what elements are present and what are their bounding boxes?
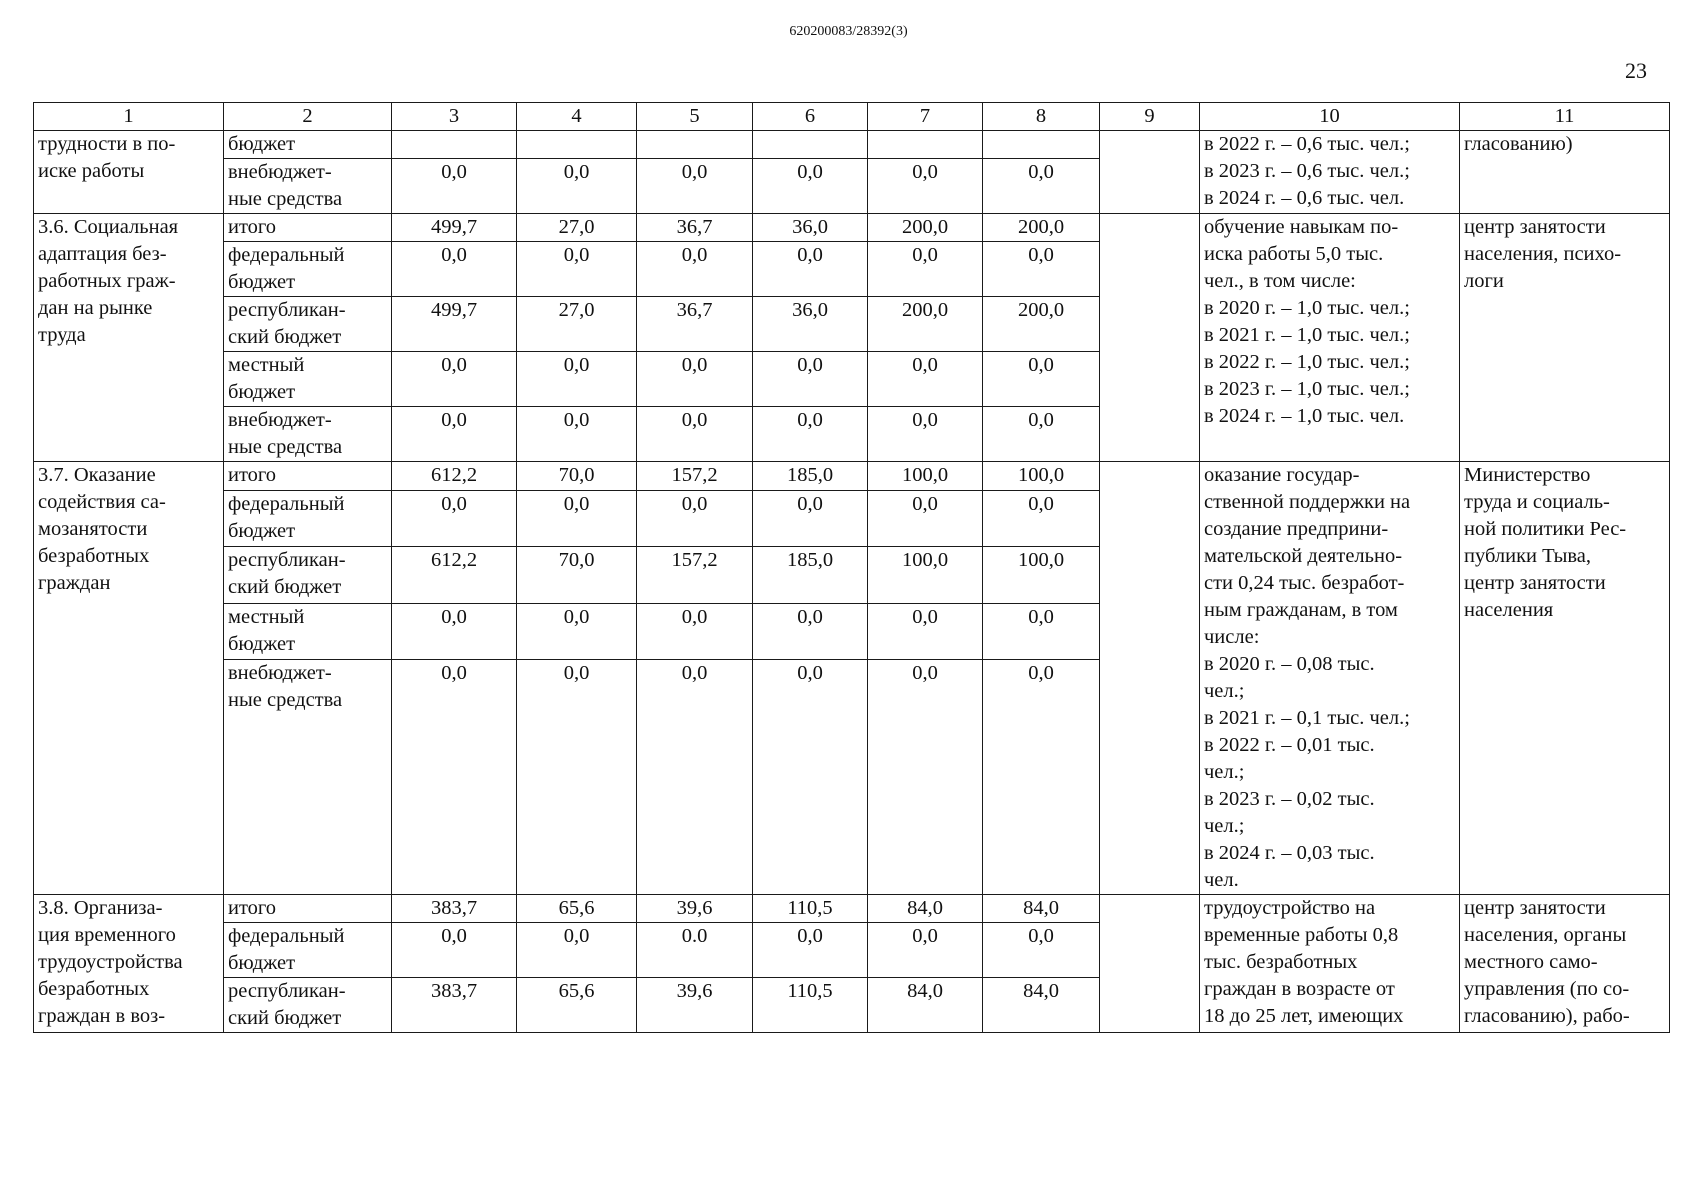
funding-source-cell xyxy=(224,297,392,352)
funding-value-cell: 36,7 xyxy=(637,214,753,242)
column-header: 7 xyxy=(868,103,983,131)
text-line: бюджет xyxy=(228,381,296,403)
funding-value-cell: 100,0 xyxy=(983,462,1100,491)
text-line: ной политики Рес- xyxy=(1464,518,1627,540)
text-line: в 2021 г. – 0,1 тыс. чел.; xyxy=(1204,707,1410,729)
text-line: в 2022 г. – 1,0 тыс. чел.; xyxy=(1204,351,1410,373)
text-line: временные работы 0,8 xyxy=(1204,924,1399,946)
funding-value-cell: 0,0 xyxy=(637,407,753,462)
funding-value-cell: 0,0 xyxy=(868,490,983,546)
text-line: населения xyxy=(1464,599,1554,621)
funding-value-cell: 0,0 xyxy=(753,352,868,407)
funding-value-cell: 0,0 xyxy=(517,603,637,659)
funding-value-cell: 0,0 xyxy=(517,923,637,978)
funding-value-cell: 612,2 xyxy=(392,462,517,491)
text-line: оказание государ- xyxy=(1204,464,1360,486)
funding-value-cell: 200,0 xyxy=(983,214,1100,242)
text-line: итого xyxy=(228,216,277,238)
funding-value-cell: 0,0 xyxy=(983,242,1100,297)
column-header: 2 xyxy=(224,103,392,131)
funding-value-cell: 0,0 xyxy=(983,603,1100,659)
text-line: тыс. безработных xyxy=(1204,951,1358,973)
funding-value-cell: 0,0 xyxy=(753,659,868,894)
funding-value-cell: 0,0 xyxy=(517,407,637,462)
document-id: 620200083/28392(3) xyxy=(789,24,908,39)
text-line: логи xyxy=(1464,270,1504,292)
text-line: граждан в воз- xyxy=(38,1005,166,1027)
funding-value-cell: 200,0 xyxy=(868,297,983,352)
text-line: центр занятости xyxy=(1464,572,1606,594)
funding-value-cell xyxy=(637,131,753,159)
text-line: ным гражданам, в том xyxy=(1204,599,1398,621)
funding-value-cell: 70,0 xyxy=(517,462,637,491)
table-row xyxy=(34,462,1670,491)
text-line: обучение навыкам по- xyxy=(1204,216,1399,238)
funding-value-cell: 0,0 xyxy=(392,407,517,462)
funding-value-cell: 0,0 xyxy=(517,352,637,407)
funding-value-cell xyxy=(868,131,983,159)
page-number: 23 xyxy=(1625,58,1647,83)
funding-value-cell: 0,0 xyxy=(983,490,1100,546)
funding-value-cell: 0,0 xyxy=(517,159,637,214)
text-line: граждан в возрасте от xyxy=(1204,978,1395,1000)
funding-value-cell: 110,5 xyxy=(753,978,868,1033)
expected-result-cell xyxy=(1200,462,1460,895)
funding-value-cell: 100,0 xyxy=(868,547,983,603)
text-line: бюджет xyxy=(228,133,296,155)
text-line: республикан- xyxy=(228,299,346,321)
expected-result-cell xyxy=(1200,895,1460,1033)
funding-value-cell: 0,0 xyxy=(637,490,753,546)
text-line: республикан- xyxy=(228,549,346,572)
funding-value-cell: 0,0 xyxy=(983,923,1100,978)
text-line: местного само- xyxy=(1464,951,1598,973)
funding-value-cell: 612,2 xyxy=(392,547,517,603)
funding-source-cell xyxy=(224,547,392,603)
text-line: безработных xyxy=(38,978,150,1000)
activity-name-cell xyxy=(34,895,224,1033)
executor-cell xyxy=(1460,895,1670,1033)
funding-value-cell: 70,0 xyxy=(517,547,637,603)
funding-value-cell: 65,6 xyxy=(517,978,637,1033)
funding-value-cell: 0,0 xyxy=(392,659,517,894)
text-line: создание предприни- xyxy=(1204,518,1389,540)
text-line: в 2024 г. – 0,6 тыс. чел. xyxy=(1204,187,1405,209)
text-line: управления (по со- xyxy=(1464,978,1630,1000)
text-line: в 2023 г. – 0,6 тыс. чел.; xyxy=(1204,160,1410,182)
funding-value-cell: 0,0 xyxy=(517,490,637,546)
executor-cell xyxy=(1460,131,1670,214)
funding-value-cell: 0,0 xyxy=(868,352,983,407)
expected-result-cell xyxy=(1200,131,1460,214)
text-line: ные средства xyxy=(228,188,343,210)
text-line: бюджет xyxy=(228,271,296,293)
funding-value-cell: 0,0 xyxy=(868,407,983,462)
text-line: ные средства xyxy=(228,688,343,711)
column-header: 3 xyxy=(392,103,517,131)
funding-value-cell: 0,0 xyxy=(753,242,868,297)
funding-value-cell: 200,0 xyxy=(983,297,1100,352)
funding-value-cell: 0,0 xyxy=(637,659,753,894)
funding-value-cell: 0,0 xyxy=(868,659,983,894)
column-header: 4 xyxy=(517,103,637,131)
text-line: иска работы 5,0 тыс. xyxy=(1204,243,1384,265)
funding-value-cell: 0,0 xyxy=(983,407,1100,462)
text-line: республикан- xyxy=(228,980,346,1002)
funding-value-cell: 0,0 xyxy=(637,603,753,659)
column-header: 6 xyxy=(753,103,868,131)
column-header: 1 xyxy=(34,103,224,131)
text-line: населения, психо- xyxy=(1464,243,1622,265)
text-line: внебюджет- xyxy=(228,161,332,183)
funding-value-cell xyxy=(392,131,517,159)
funding-source-cell xyxy=(224,603,392,659)
text-line: дан на рынке xyxy=(38,297,153,319)
text-line: 3.8. Организа- xyxy=(38,897,163,919)
text-line: гласованию), рабо- xyxy=(1464,1005,1630,1027)
funding-value-cell: 0,0 xyxy=(753,603,868,659)
text-line: трудоустройства xyxy=(38,951,183,973)
funding-value-cell: 27,0 xyxy=(517,214,637,242)
text-line: ные средства xyxy=(228,436,343,458)
funding-value-cell: 0,0 xyxy=(868,603,983,659)
funding-value-cell: 185,0 xyxy=(753,462,868,491)
text-line: внебюджет- xyxy=(228,409,332,431)
text-line: в 2023 г. – 1,0 тыс. чел.; xyxy=(1204,378,1410,400)
funding-value-cell xyxy=(983,131,1100,159)
funding-value-cell: 0,0 xyxy=(392,923,517,978)
funding-value-cell: 0,0 xyxy=(868,159,983,214)
funding-value-cell: 100,0 xyxy=(983,547,1100,603)
funding-value-cell: 0,0 xyxy=(753,159,868,214)
funding-source-cell xyxy=(224,214,392,242)
funding-value-cell: 39,6 xyxy=(637,978,753,1033)
text-line: чел. xyxy=(1204,869,1239,891)
activity-name-cell xyxy=(34,462,224,895)
funding-value-cell: 499,7 xyxy=(392,214,517,242)
text-line: в 2020 г. – 1,0 тыс. чел.; xyxy=(1204,297,1410,319)
funding-value-cell: 110,5 xyxy=(753,895,868,923)
text-line: бюджет xyxy=(228,952,296,974)
text-line: Министерство xyxy=(1464,464,1591,486)
executor-cell xyxy=(1460,462,1670,895)
funding-value-cell: 0,0 xyxy=(753,490,868,546)
text-line: труда xyxy=(38,324,86,346)
column-header: 8 xyxy=(983,103,1100,131)
funding-value-cell: 0,0 xyxy=(392,352,517,407)
funding-value-cell: 36,0 xyxy=(753,214,868,242)
funding-source-cell xyxy=(224,407,392,462)
funding-value-cell: 0,0 xyxy=(983,659,1100,894)
funding-source-cell xyxy=(224,659,392,894)
text-line: иске работы xyxy=(38,160,145,182)
text-line: ственной поддержки на xyxy=(1204,491,1411,513)
text-line: ский бюджет xyxy=(228,576,342,599)
column-header: 11 xyxy=(1460,103,1670,131)
funding-value-cell: 383,7 xyxy=(392,895,517,923)
funding-value-cell: 84,0 xyxy=(868,895,983,923)
text-line: ция временного xyxy=(38,924,176,946)
funding-value-cell: 0,0 xyxy=(637,352,753,407)
empty-column-9-cell xyxy=(1100,131,1200,214)
funding-value-cell: 100,0 xyxy=(868,462,983,491)
text-line: мательской деятельно- xyxy=(1204,545,1403,567)
funding-value-cell: 0,0 xyxy=(517,659,637,894)
text-line: сти 0,24 тыс. безработ- xyxy=(1204,572,1405,594)
text-line: 18 до 25 лет, имеющих xyxy=(1204,1005,1404,1027)
text-line: внебюджет- xyxy=(228,661,332,684)
funding-value-cell: 383,7 xyxy=(392,978,517,1033)
empty-column-9-cell xyxy=(1100,214,1200,462)
text-line: ский бюджет xyxy=(228,1007,342,1029)
column-header: 9 xyxy=(1100,103,1200,131)
funding-source-cell xyxy=(224,978,392,1033)
funding-value-cell: 0,0 xyxy=(392,242,517,297)
funding-value-cell: 0,0 xyxy=(868,923,983,978)
text-line: чел.; xyxy=(1204,680,1245,702)
program-activities-table xyxy=(33,102,1670,1033)
funding-source-cell xyxy=(224,242,392,297)
text-line: безработных xyxy=(38,545,150,567)
text-line: федеральный xyxy=(228,492,345,515)
funding-value-cell: 185,0 xyxy=(753,547,868,603)
funding-value-cell: 499,7 xyxy=(392,297,517,352)
text-line: работных граж- xyxy=(38,270,176,292)
funding-value-cell: 84,0 xyxy=(983,895,1100,923)
text-line: граждан xyxy=(38,572,111,594)
text-line: мозанятости xyxy=(38,518,148,540)
text-line: местный xyxy=(228,354,305,376)
expected-result-cell xyxy=(1200,214,1460,462)
funding-value-cell: 0,0 xyxy=(392,159,517,214)
text-line: итого xyxy=(228,464,277,486)
text-line: центр занятости xyxy=(1464,897,1606,919)
funding-value-cell: 84,0 xyxy=(868,978,983,1033)
text-line: числе: xyxy=(1204,626,1260,648)
text-line: федеральный xyxy=(228,925,345,947)
executor-cell xyxy=(1460,214,1670,462)
funding-value-cell: 36,0 xyxy=(753,297,868,352)
text-line: трудности в по- xyxy=(38,133,176,155)
text-line: итого xyxy=(228,897,277,919)
column-number-row xyxy=(34,103,1670,131)
text-line: федеральный xyxy=(228,244,345,266)
funding-value-cell: 0,0 xyxy=(392,603,517,659)
text-line: в 2024 г. – 0,03 тыс. xyxy=(1204,842,1375,864)
text-line: бюджет xyxy=(228,519,296,542)
funding-value-cell: 157,2 xyxy=(637,462,753,491)
funding-source-cell xyxy=(224,352,392,407)
funding-value-cell: 0,0 xyxy=(753,407,868,462)
funding-source-cell xyxy=(224,895,392,923)
funding-value-cell: 0,0 xyxy=(637,159,753,214)
text-line: бюджет xyxy=(228,632,296,655)
text-line: 3.7. Оказание xyxy=(38,464,156,486)
text-line: центр занятости xyxy=(1464,216,1606,238)
funding-value-cell: 0,0 xyxy=(517,242,637,297)
funding-source-cell xyxy=(224,490,392,546)
text-line: чел.; xyxy=(1204,761,1245,783)
funding-value-cell xyxy=(753,131,868,159)
funding-value-cell: 0,0 xyxy=(868,242,983,297)
funding-value-cell: 0,0 xyxy=(392,490,517,546)
text-line: адаптация без- xyxy=(38,243,167,265)
funding-value-cell: 0,0 xyxy=(983,159,1100,214)
funding-value-cell: 157,2 xyxy=(637,547,753,603)
text-line: в 2021 г. – 1,0 тыс. чел.; xyxy=(1204,324,1410,346)
funding-value-cell xyxy=(517,131,637,159)
table-row xyxy=(34,131,1670,159)
funding-value-cell: 0,0 xyxy=(637,242,753,297)
text-line: в 2023 г. – 0,02 тыс. xyxy=(1204,788,1375,810)
funding-source-cell xyxy=(224,131,392,159)
text-line: содействия са- xyxy=(38,491,166,513)
text-line: труда и социаль- xyxy=(1464,491,1610,513)
text-line: в 2022 г. – 0,01 тыс. xyxy=(1204,734,1375,756)
table-row xyxy=(34,895,1670,923)
table-row xyxy=(34,214,1670,242)
text-line: в 2024 г. – 1,0 тыс. чел. xyxy=(1204,405,1405,427)
text-line: чел., в том числе: xyxy=(1204,270,1356,292)
text-line: чел.; xyxy=(1204,815,1245,837)
text-line: местный xyxy=(228,605,305,628)
text-line: трудоустройство на xyxy=(1204,897,1376,919)
funding-value-cell: 0,0 xyxy=(753,923,868,978)
column-header: 5 xyxy=(637,103,753,131)
text-line: 3.6. Социальная xyxy=(38,216,179,238)
funding-value-cell: 27,0 xyxy=(517,297,637,352)
funding-value-cell: 84,0 xyxy=(983,978,1100,1033)
activity-name-cell xyxy=(34,214,224,462)
text-line: публики Тыва, xyxy=(1464,545,1592,567)
column-header: 10 xyxy=(1200,103,1460,131)
funding-value-cell: 39,6 xyxy=(637,895,753,923)
funding-source-cell xyxy=(224,462,392,491)
funding-source-cell xyxy=(224,159,392,214)
funding-source-cell xyxy=(224,923,392,978)
text-line: в 2020 г. – 0,08 тыс. xyxy=(1204,653,1375,675)
funding-value-cell: 0.0 xyxy=(637,923,753,978)
text-line: ский бюджет xyxy=(228,326,342,348)
empty-column-9-cell xyxy=(1100,462,1200,895)
funding-value-cell: 0,0 xyxy=(983,352,1100,407)
funding-value-cell: 65,6 xyxy=(517,895,637,923)
funding-value-cell: 36,7 xyxy=(637,297,753,352)
funding-value-cell: 200,0 xyxy=(868,214,983,242)
text-line: гласованию) xyxy=(1464,133,1573,155)
activity-name-cell xyxy=(34,131,224,214)
empty-column-9-cell xyxy=(1100,895,1200,1033)
text-line: населения, органы xyxy=(1464,924,1627,946)
text-line: в 2022 г. – 0,6 тыс. чел.; xyxy=(1204,133,1410,155)
